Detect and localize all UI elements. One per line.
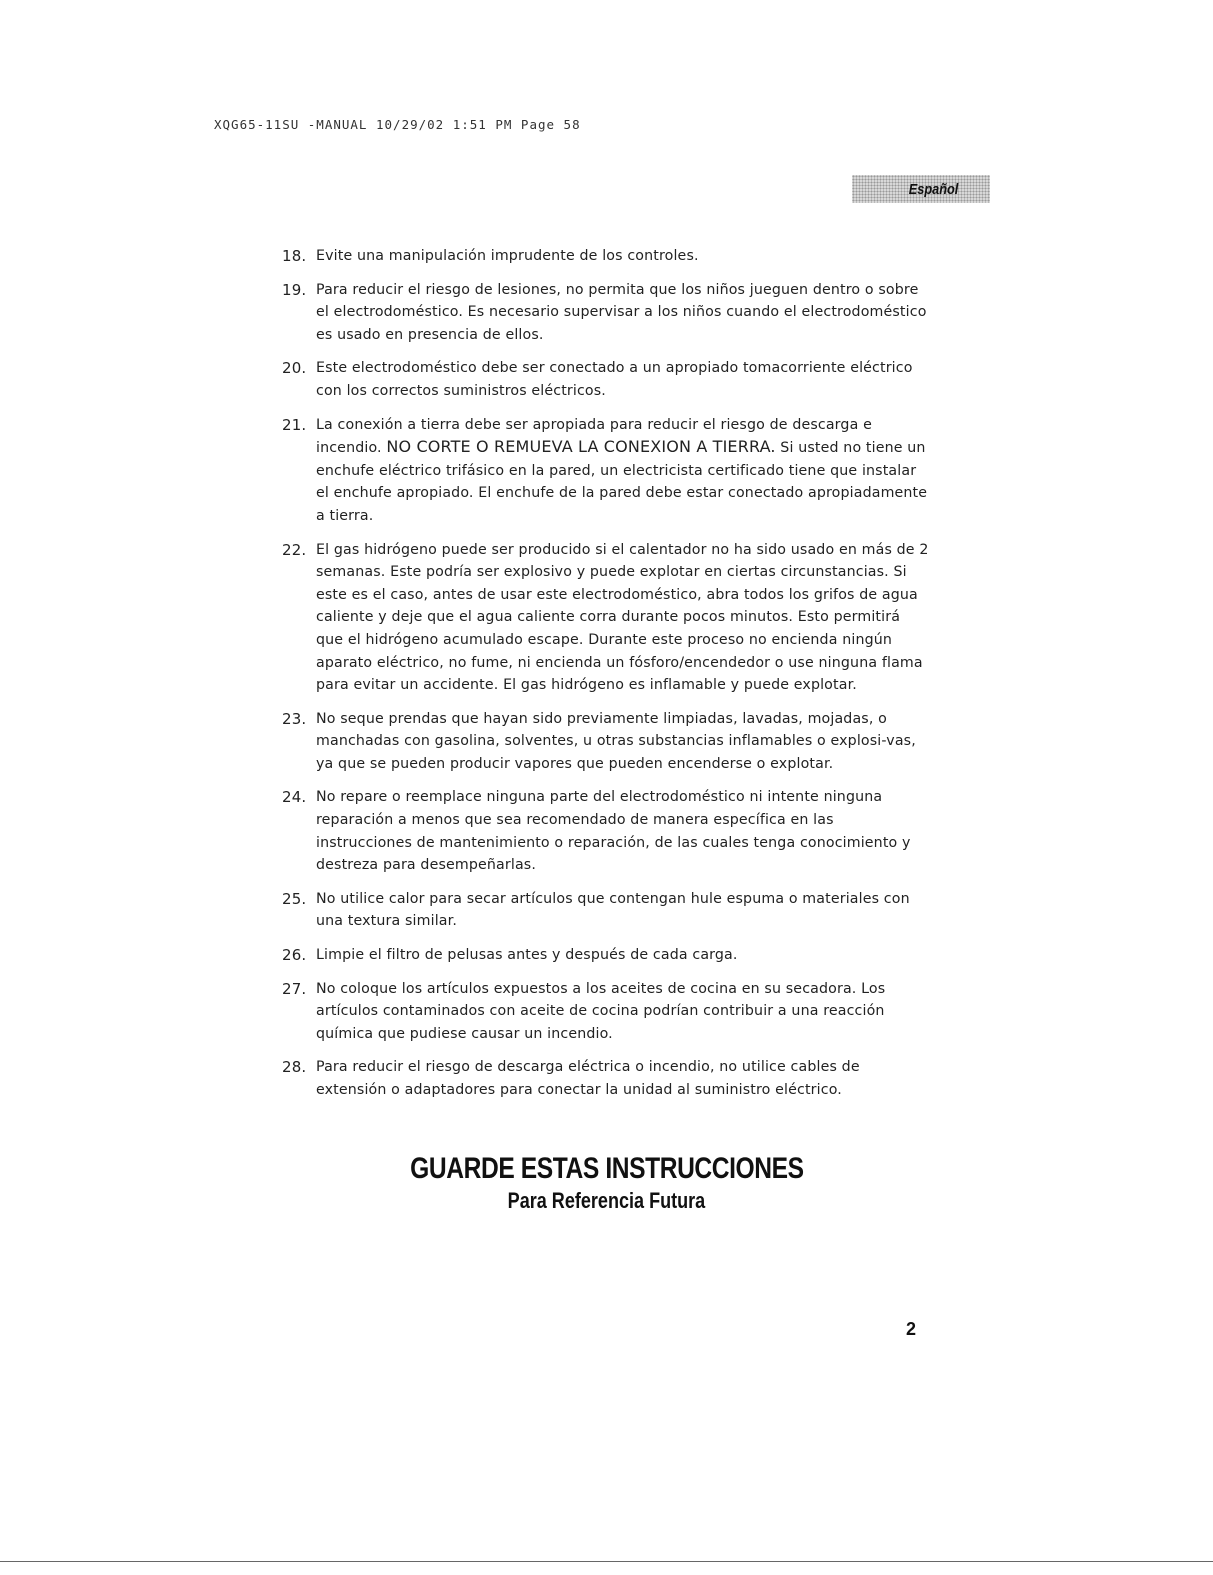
language-tab: [852, 175, 990, 203]
item-text: Este electrodoméstico debe ser conectado a un apropiado tomacorriente eléctrico con los correctos suministros eléctricos.: [316, 360, 913, 399]
item-text: No repare o reemplace ninguna parte del electrodoméstico ni intente ninguna reparación a menos que sea recomendado de manera específica en las instrucciones de mantenimiento o reparación, de las cuales tenga conocimiento y destreza para desempeñarlas.: [316, 789, 911, 874]
item-number: 28.: [282, 1058, 307, 1077]
list-item: [282, 414, 930, 528]
print-slug-header: XQG65-11SU -MANUAL 10/29/02 1:51 PM Page 58: [214, 117, 581, 132]
list-item: [282, 888, 930, 933]
list-item: [282, 708, 930, 776]
closing-heading: [0, 1152, 1213, 1186]
list-item: [282, 1056, 930, 1101]
item-number: 26.: [282, 946, 307, 965]
list-item: [282, 978, 930, 1046]
item-number: 23.: [282, 709, 307, 728]
list-item: [282, 786, 930, 876]
item-text: No utilice calor para secar artículos que contengan hule espuma o materiales con una textura similar.: [316, 890, 910, 930]
list-item: [282, 539, 930, 697]
item-number: 22.: [282, 540, 307, 559]
item-number: 19.: [282, 280, 307, 299]
bottom-divider: [0, 1561, 1213, 1562]
list-item: [282, 279, 930, 347]
item-text: Para reducir el riesgo de lesiones, no permita que los niños jueguen dentro o sobre el electrodoméstico. Es necesario supervisar a los niños cuando el electrodoméstico es usado en presencia de ellos.: [316, 281, 927, 343]
list-item: [282, 245, 930, 268]
closing-subheading-text: Para Referencia Futura: [507, 1188, 706, 1213]
list-item: [282, 357, 930, 402]
list-item: [282, 944, 930, 967]
item-number: 25.: [282, 889, 307, 908]
page-number: 2: [906, 1319, 917, 1339]
language-tab-label: Español: [908, 180, 958, 198]
item-number: 24.: [282, 788, 307, 807]
safety-instructions-list: [282, 245, 930, 1113]
item-emphasis-text: NO CORTE O REMUEVA LA CONEXION A TIERRA.: [386, 437, 776, 457]
item-text: Para reducir el riesgo de descarga eléctrica o incendio, no utilice cables de extensión o adaptadores para conectar la unidad al suministro eléctrico.: [316, 1059, 860, 1098]
item-number: 18.: [282, 247, 307, 265]
closing-subheading: [0, 1188, 1213, 1214]
item-number: 21.: [282, 415, 307, 434]
item-text: La conexión a tierra debe ser apropiada para reducir el riesgo de descarga e incendio.: [316, 416, 872, 457]
item-text: Evite una manipulación imprudente de los controles.: [316, 248, 699, 264]
closing-heading-text: GUARDE ESTAS INSTRUCCIONES: [409, 1152, 804, 1185]
item-text-continued: Si usted no tiene un enchufe eléctrico trifásico en la pared, un electricista certificado tiene que instalar el enchufe apropiado. El enchufe de la pared debe estar conectado apropiadamente a tierra.: [316, 440, 928, 524]
item-text: No coloque los artículos expuestos a los aceites de cocina en su secadora. Los artículos contaminados con aceite de cocina podrían contribuir a una reacción química que pudiese causar un incendio.: [316, 980, 886, 1042]
item-text: El gas hidrógeno puede ser producido si el calentador no ha sido usado en más de 2 semanas. Este podría ser explosivo y puede explotar en ciertas circunstancias. Si este es el caso, antes de usar este electrodoméstico, abra todos los grifos de agua caliente y deje que el agua caliente corra durante pocos minutos. Esto permitirá que el hidrógeno acumulado escape. Durante este proceso no encienda ningún aparato eléctrico, no fume, ni encienda un fósforo/encendedor o use ninguna flama para evitar un accidente. El gas hidrógeno es inflamable y puede explotar.: [316, 541, 929, 694]
item-number: 20.: [282, 359, 307, 378]
item-number: 27.: [282, 979, 307, 998]
item-text: No seque prendas que hayan sido previamente limpiadas, lavadas, mojadas, o manchadas con gasolina, solventes, u otras substancias inflamables o explosi-vas, ya que se pueden producir vapores que pueden encenderse o explotar.: [316, 710, 916, 772]
item-text: Limpie el filtro de pelusas antes y después de cada carga.: [316, 947, 738, 964]
